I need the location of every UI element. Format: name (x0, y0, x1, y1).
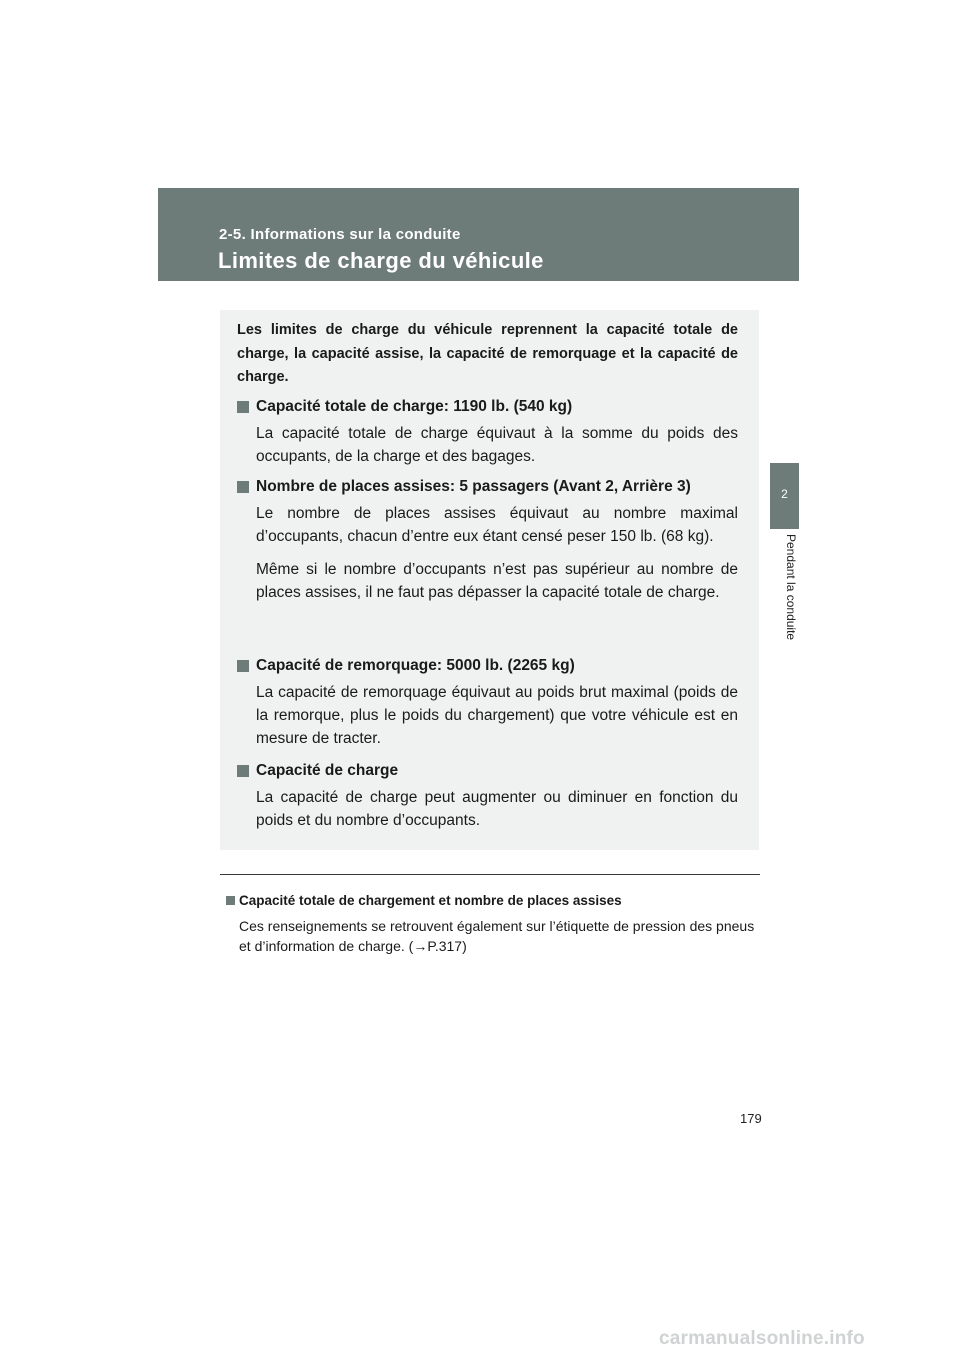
item-towing (237, 655, 738, 750)
divider (220, 874, 760, 875)
item-heading (237, 655, 738, 677)
item-heading (237, 396, 738, 418)
item-total-load (237, 396, 738, 468)
bullet-square-icon (226, 896, 235, 905)
section-header (158, 188, 799, 281)
item-cargo (237, 760, 738, 832)
bullet-square-icon (237, 481, 249, 493)
bullet-square-icon (237, 401, 249, 413)
bullet-square-icon (237, 660, 249, 672)
item-paragraph: La capacité de remorquage équivaut au poids brut maximal (poids de la remorque, plus le poids du chargement) que votre véhicule est en mesure de tracter. (256, 684, 738, 747)
item-paragraph: La capacité totale de charge équivaut à la somme du poids des occupants, de la charge et des bagages. (256, 425, 738, 465)
item-heading (237, 760, 738, 782)
chapter-tab (770, 463, 799, 529)
item-heading-text: Capacité de charge (256, 762, 399, 779)
note-heading (226, 892, 760, 910)
watermark-link[interactable]: carmanualsonline.info (659, 1328, 865, 1349)
item-heading-text: Capacité totale de charge: 1190 lb. (540 kg) (256, 398, 573, 415)
item-heading (237, 476, 738, 498)
page-title: Limites de charge du véhicule (218, 248, 544, 273)
item-heading-text: Nombre de places assises: 5 passagers (Avant 2, Arrière 3) (256, 478, 691, 495)
item-paragraph: La capacité de charge peut augmenter ou diminuer en fonction du poids et du nombre d’occupants. (256, 789, 738, 829)
item-paragraph: Même si le nombre d’occupants n’est pas supérieur au nombre de places assises, il ne faut pas dépasser la capacité totale de charge. (256, 561, 738, 601)
bullet-square-icon (237, 765, 249, 777)
intro-text: Les limites de charge du véhicule reprennent la capacité totale de charge, la capacité assise, la capacité de remorquage et la capacité de charge. (237, 322, 738, 385)
note-body: Ces renseignements se retrouvent également sur l’étiquette de pression des pneus et d’information de charge. (→P.317) (239, 918, 755, 954)
item-seating (237, 476, 738, 604)
summary-box (220, 310, 759, 850)
page-number: 179 (740, 1111, 762, 1126)
note-heading-text: Capacité totale de chargement et nombre de places assises (239, 893, 622, 908)
note-section (226, 892, 760, 956)
item-paragraph: Le nombre de places assises équivaut au nombre maximal d’occupants, chacun d’entre eux étant censé peser 150 lb. (68 kg). (256, 505, 738, 545)
chapter-label: Pendant la conduite (784, 534, 798, 641)
section-label: 2-5. Informations sur la conduite (219, 226, 461, 243)
chapter-number: 2 (781, 487, 788, 501)
item-heading-text: Capacité de remorquage: 5000 lb. (2265 kg) (256, 657, 575, 674)
